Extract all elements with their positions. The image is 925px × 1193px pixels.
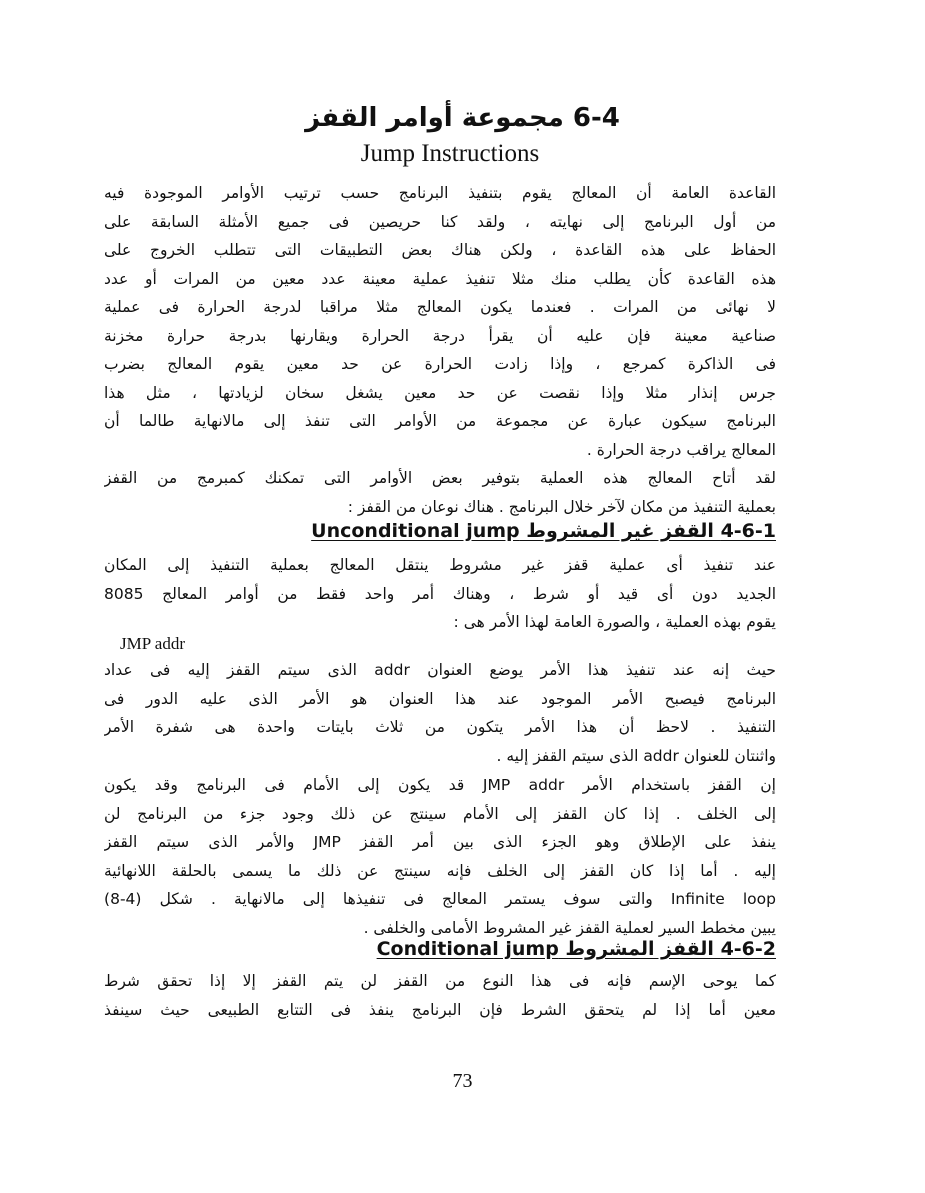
text-line: صناعية معينة فإن عليه أن يقرأ درجة الحرارة ويقارنها بدرجة حرارة مخزنة [104, 326, 776, 345]
text-line: الحفاظ على هذه القاعدة ، ولكن هناك بعض التطبيقات التى تتطلب الخروج على [104, 241, 776, 259]
section1-paragraph-1 [104, 551, 776, 637]
text-line: البرنامج فيصبح الأمر الموجود عند هذا العنوان هو الأمر الذى عليه الدور فى [104, 689, 776, 708]
section2-paragraph [104, 967, 776, 1024]
code-jmp-addr: JMP addr [120, 634, 186, 653]
text-line: ينفذ على الإطلاق وهو الجزء الذى بين أمر القفز JMP والأمر الذى سيتم القفز [104, 833, 776, 851]
text-line: حيث إنه عند تنفيذ هذا الأمر يوضع العنوان addr الذى سيتم القفز إليه فى عداد [104, 661, 776, 679]
section-heading-unconditional-jump: 4-6-1 القفز غير المشروط Unconditional jump [311, 520, 776, 542]
text-line: إن القفز باستخدام الأمر JMP addr قد يكون إلى الأمام فى البرنامج وقد يكون [104, 776, 776, 794]
text-line: الجديد دون أى قيد أو شرط ، وهناك أمر واحد فقط من أوامر المعالج 8085 [104, 584, 776, 603]
section-heading-conditional-jump: 4-6-2 القفز المشروط Conditional jump [376, 938, 776, 960]
text-line: المعالج يراقب درجة الحرارة . [586, 440, 776, 459]
text-line: هذه القاعدة كأن يطلب منك مثلا تنفيذ عملية معينة عدد معين من المرات أو عدد [104, 269, 776, 288]
page-number: 73 [452, 1070, 473, 1092]
text-line: البرنامج سيكون عبارة عن مجموعة من الأوامر التى تنفذ إلى مالانهاية طالما أن [104, 412, 776, 430]
text-line: القاعدة العامة أن المعالج يقوم بتنفيذ البرنامج حسب ترتيب الأوامر الموجودة فيه [104, 184, 776, 202]
text-line: جرس إنذار مثلا وإذا نقصت عن حد معين يشغل سخان لزيادتها ، مثل هذا [104, 383, 776, 402]
text-line: لقد أتاح المعالج هذه العملية بتوفير بعض الأوامر التى تمكنك كمبرمج من القفز [104, 469, 776, 487]
section1-paragraph-2 [104, 656, 776, 770]
chapter-title-english: Jump Instructions [360, 140, 540, 167]
text-line: بعملية التنفيذ من مكان لآخر خلال البرنامج . هناك نوعان من القفز : [347, 497, 776, 516]
text-line: إلى الخلف . إذا كان القفز إلى الأمام سينتج عن ذلك وجود جزء من البرنامج لن [104, 804, 776, 823]
text-line: واثنتان للعنوان addr الذى سيتم القفز إليه . [496, 746, 776, 765]
text-line: التنفيذ . لاحظ أن هذا الأمر يتكون من ثلاث بايتات واحدة هى شفرة الأمر [104, 718, 776, 736]
text-line: يقوم بهذه العملية ، والصورة العامة لهذا الأمر هى : [453, 613, 776, 631]
intro-paragraph [104, 179, 776, 521]
text-line: فى الذاكرة كمرجع ، وإذا زادت الحرارة عن حد معين يقوم المعالج بضرب [104, 355, 776, 373]
text-line: كما يوحى الإسم فإنه فى هذا النوع من القفز لن يتم القفز إلا إذا تحقق شرط [104, 972, 776, 990]
text-line: معين أما إذا لم يتحقق الشرط فإن البرنامج ينفذ فى التتابع الطبيعى حيث سينفذ [104, 1000, 776, 1019]
text-line: يبين مخطط السير لعملية القفز غير المشروط الأمامى والخلفى . [363, 918, 776, 937]
text-line: عند تنفيذ أى عملية قفز غير مشروط ينتقل المعالج بعملية التنفيذ إلى المكان [104, 556, 776, 574]
text-line: من أول البرنامج إلى نهايته ، ولقد كنا حريصين فى جميع الأمثلة السابقة على [104, 212, 776, 231]
text-line: Infinite loop والتى سوف يستمر المعالج فى تنفيذها إلى مالانهاية . شكل (4-8) [104, 890, 776, 908]
section1-paragraph-3 [104, 771, 776, 942]
text-line: لا نهائى من المرات . فعندما يكون المعالج مثلا مراقبا لدرجة الحرارة فى عملية [104, 298, 776, 316]
text-line: إليه . أما إذا كان القفز إلى الخلف فإنه سينتج عن ذلك ما يسمى بالحلقة اللانهائية [104, 861, 776, 880]
chapter-title-arabic: 6-4 مجموعة أوامر القفز [305, 103, 620, 133]
